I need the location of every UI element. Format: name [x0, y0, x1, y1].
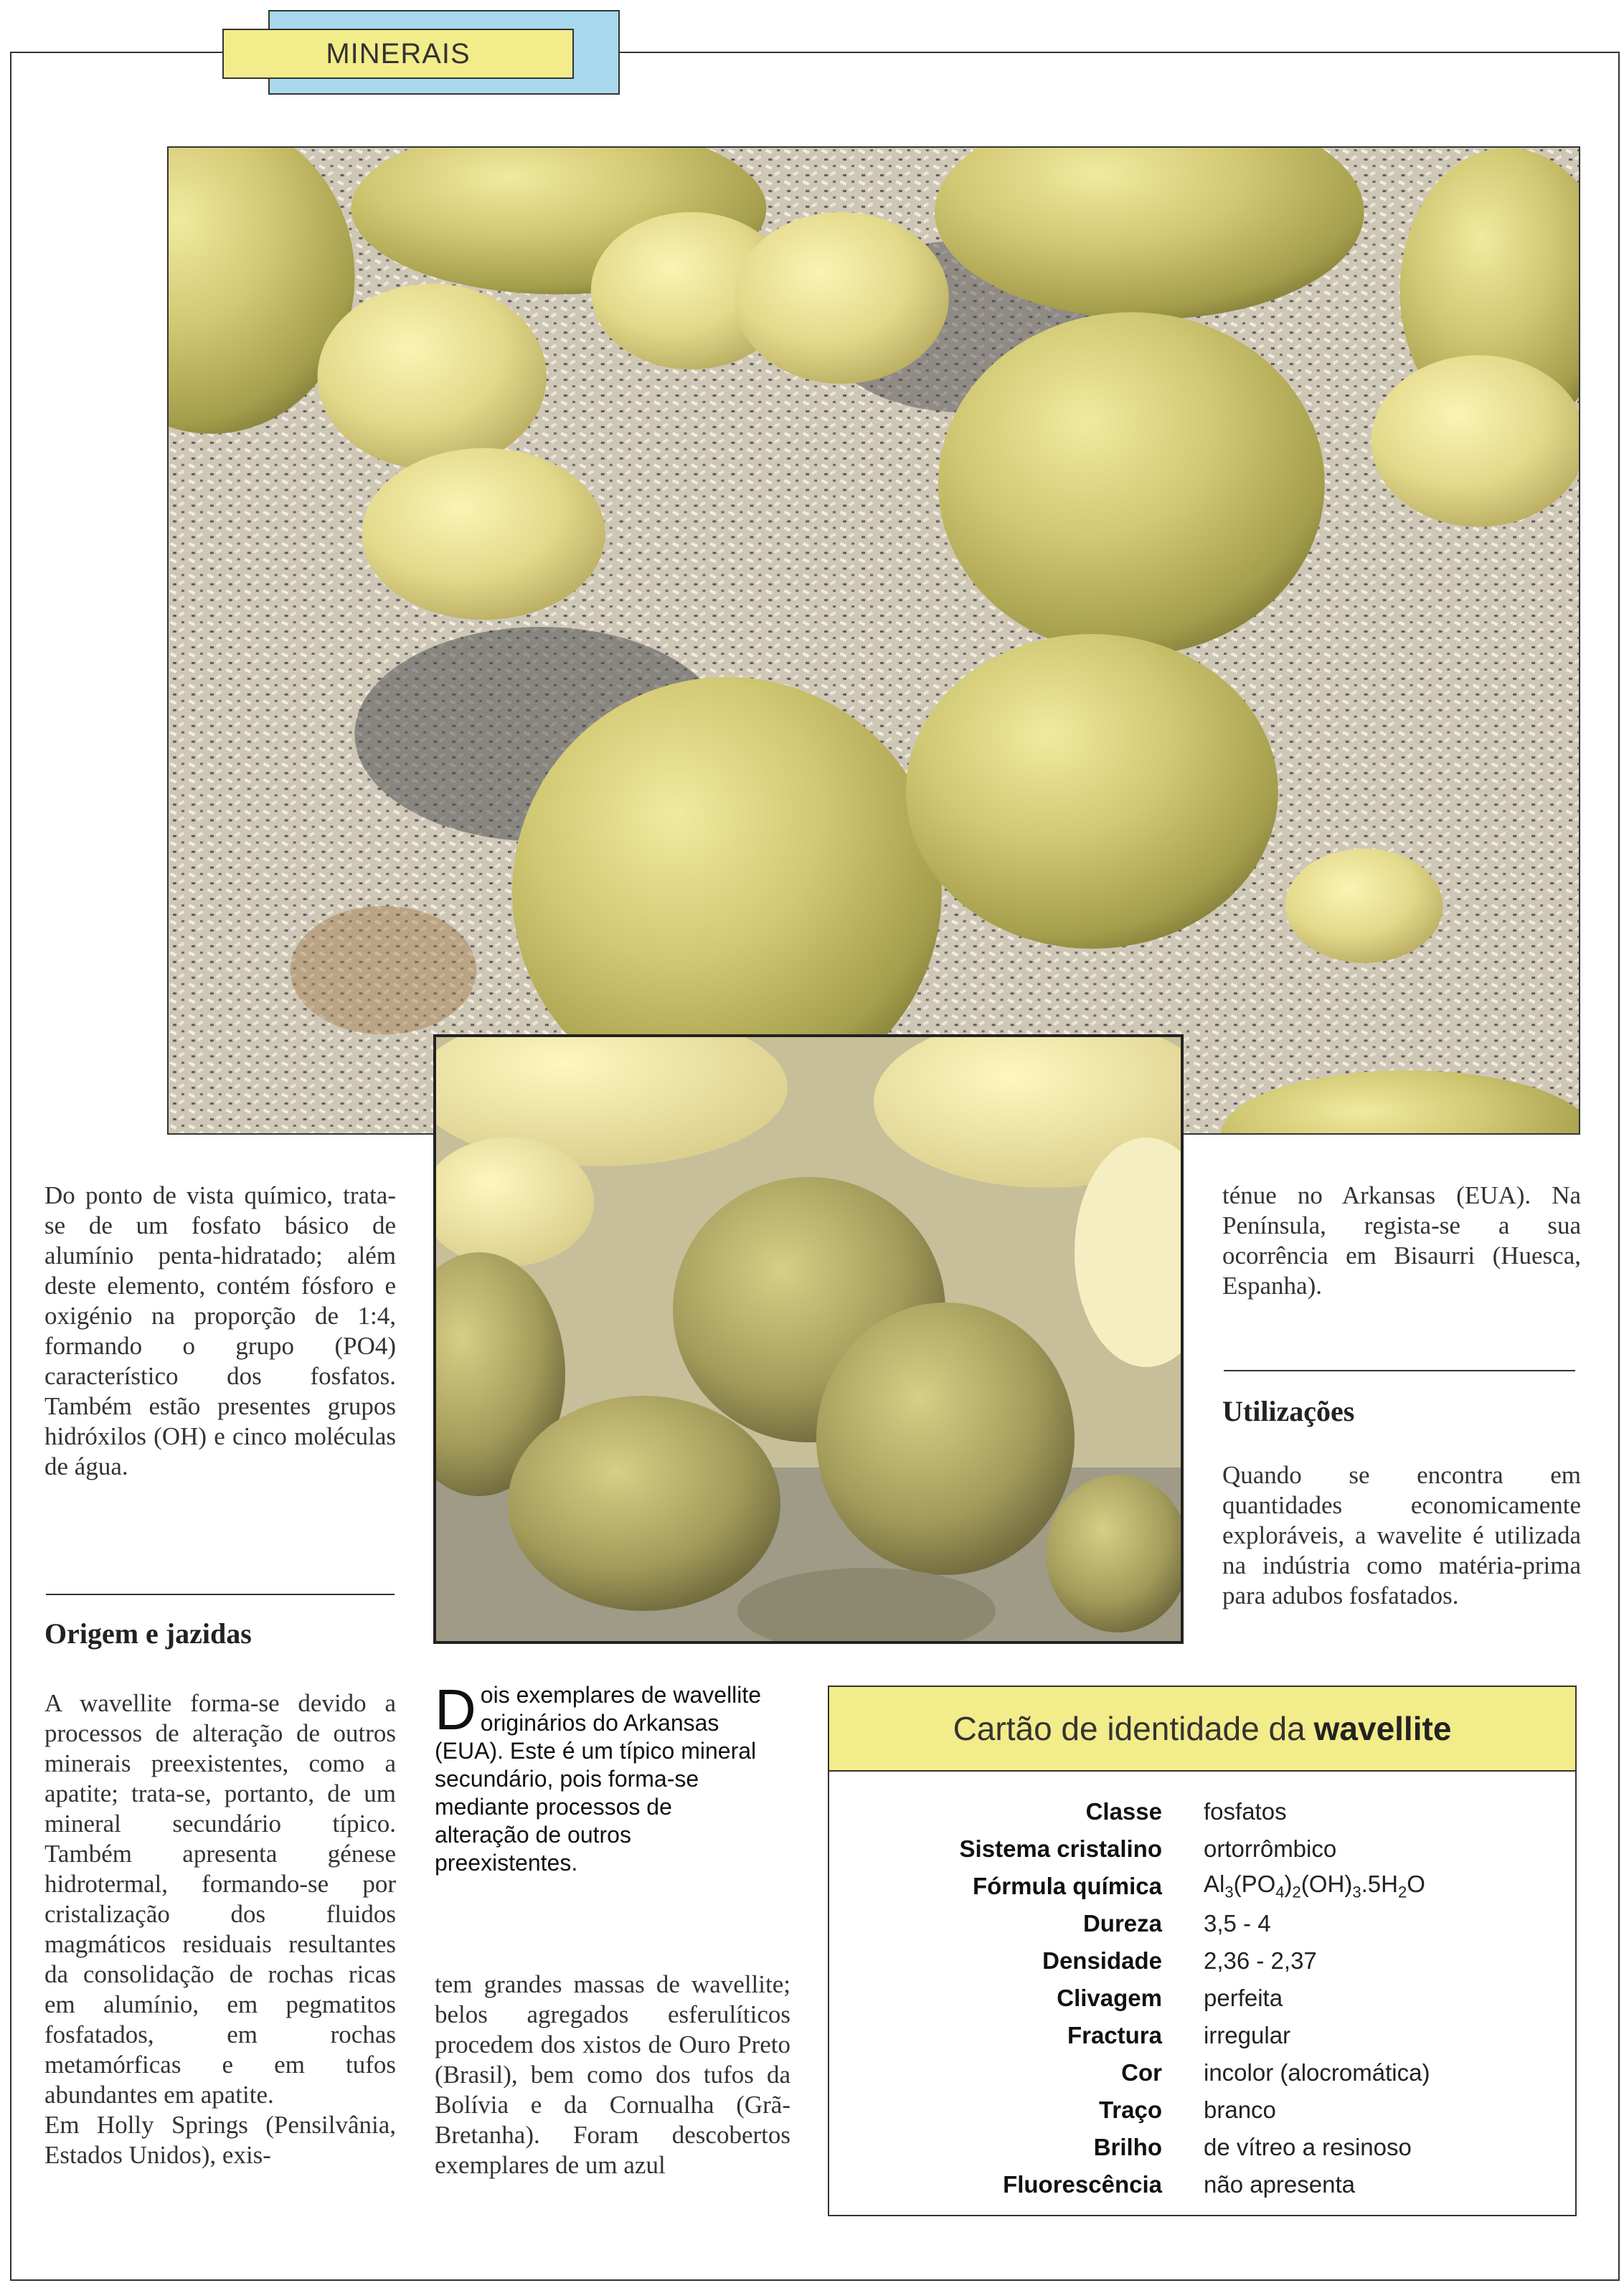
card-row-traco [829, 2091, 1575, 2129]
card-row-cor [829, 2054, 1575, 2091]
right-column-top [1222, 1181, 1581, 1301]
card-value: perfeita [1204, 1985, 1283, 2011]
caption-dropcap: D [435, 1678, 476, 1741]
card-value: não apresenta [1204, 2171, 1356, 2198]
heading-utilizacoes: Utilizações [1222, 1395, 1355, 1427]
card-value: de vítreo a resinoso [1204, 2134, 1412, 2160]
origem-paragraph-continued: Em Holly Springs (Pensilvânia, Estados Unidos), exis- [44, 2111, 396, 2169]
jazidas-paragraph: tem grandes massas de wavellite; belos agregados esferulíticos procedem dos xistos de Ouro Preto (Brasil), bem como dos tufos da Bolívia e da Cornualha (Grã-Bretanha). Foram descobertos exemplares de um azul [435, 1970, 790, 2179]
card-label: Densidade [1042, 1947, 1162, 1974]
card-row-formula [829, 1868, 1575, 1905]
card-label: Fórmula química [972, 1873, 1162, 1899]
heading-origem-jazidas: Origem e jazidas [44, 1617, 252, 1650]
wavellite-spheres-image [169, 148, 1579, 1133]
card-value: irregular [1204, 2022, 1291, 2048]
wavellite-aggregate-image [436, 1037, 1181, 1641]
card-row-sistema [829, 1830, 1575, 1868]
arkansas-paragraph: ténue no Arkansas (EUA). Na Península, regista-se a sua ocorrência em Bisaurri (Huesca, Espanha). [1222, 1181, 1581, 1300]
main-mineral-photo [167, 146, 1580, 1135]
card-label: Dureza [1082, 1910, 1162, 1937]
card-row-fractura [829, 2017, 1575, 2054]
card-label: Cor [1121, 2059, 1162, 2086]
photo-caption [435, 1678, 772, 1877]
card-label: Classe [1085, 1798, 1162, 1825]
card-row-densidade [829, 1942, 1575, 1980]
card-label: Clivagem [1057, 1985, 1162, 2011]
utilizacoes-paragraph: Quando se encontra em quantidades economicamente exploráveis, a wavelite é utilizada na indústria como matéria-prima para adubos fosfatados. [1222, 1461, 1581, 1609]
card-row-classe [829, 1793, 1575, 1830]
identity-card-title: Cartão de identidade da [953, 1710, 1306, 1747]
card-row-brilho [829, 2129, 1575, 2166]
card-value: ortorrômbico [1204, 1835, 1337, 1862]
inset-mineral-photo [433, 1034, 1184, 1644]
left-column-intro [44, 1181, 396, 1482]
card-label: Brilho [1093, 2134, 1162, 2160]
section-tag-label: MINERAIS [326, 37, 471, 70]
card-label: Fluorescência [1003, 2171, 1162, 2198]
card-label: Sistema cristalino [959, 1835, 1162, 1862]
right-heading-rule [1224, 1370, 1575, 1371]
identity-card [828, 1686, 1577, 2216]
card-label: Fractura [1067, 2022, 1162, 2048]
card-value-formula: $Al_3(PO_4)_2(OH)_3.5H_2O$ [1204, 1871, 1425, 1901]
left-column-body [44, 1688, 396, 2170]
intro-paragraph: Do ponto de vista químico, trata-se de um fosfato básico de alumínio penta-hidratado; além deste elemento, contém fósforo e oxigénio na proporção de 1:4, formando o grupo (PO4) característico dos fosfatos. Também estão presentes grupos hidróxilos (OH) e cinco moléculas de água. [44, 1181, 396, 1480]
card-value: branco [1204, 2096, 1276, 2123]
middle-column-body [435, 1970, 790, 2180]
card-row-dureza [829, 1905, 1575, 1942]
caption-text: ois exemplares de wavellite originários do Arkansas (EUA). Este é um típico mineral secundário, pois forma-se mediante processos de alteração de outros preexistentes. [435, 1682, 762, 1876]
origem-paragraph: A wavellite forma-se devido a processos de alteração de outros minerais preexistentes, como a apatite; trata-se, portanto, de um mineral secundário típico. Também apresenta génese hidrotermal, formando-se por cristalização dos fluidos magmáticos residuais resultantes da consolidação de rochas ricas em alumínio, em pegmatitos fosfatados, em rochas metamórficas e em tufos abundantes em apatite. [44, 1689, 396, 2109]
card-value: 2,36 - 2,37 [1204, 1947, 1317, 1974]
identity-card-table [829, 1793, 1575, 2203]
card-row-clivagem [829, 1980, 1575, 2017]
card-label: Traço [1098, 2096, 1162, 2123]
section-tag [222, 29, 574, 79]
left-heading-rule [46, 1594, 395, 1595]
identity-card-title-mineral: wavellite [1313, 1710, 1452, 1747]
card-value: incolor (alocromática) [1204, 2059, 1430, 2086]
right-column-body [1222, 1460, 1581, 1611]
card-row-fluorescencia [829, 2166, 1575, 2203]
card-value: 3,5 - 4 [1204, 1910, 1271, 1937]
card-value: fosfatos [1204, 1798, 1287, 1825]
identity-card-header [829, 1687, 1575, 1772]
